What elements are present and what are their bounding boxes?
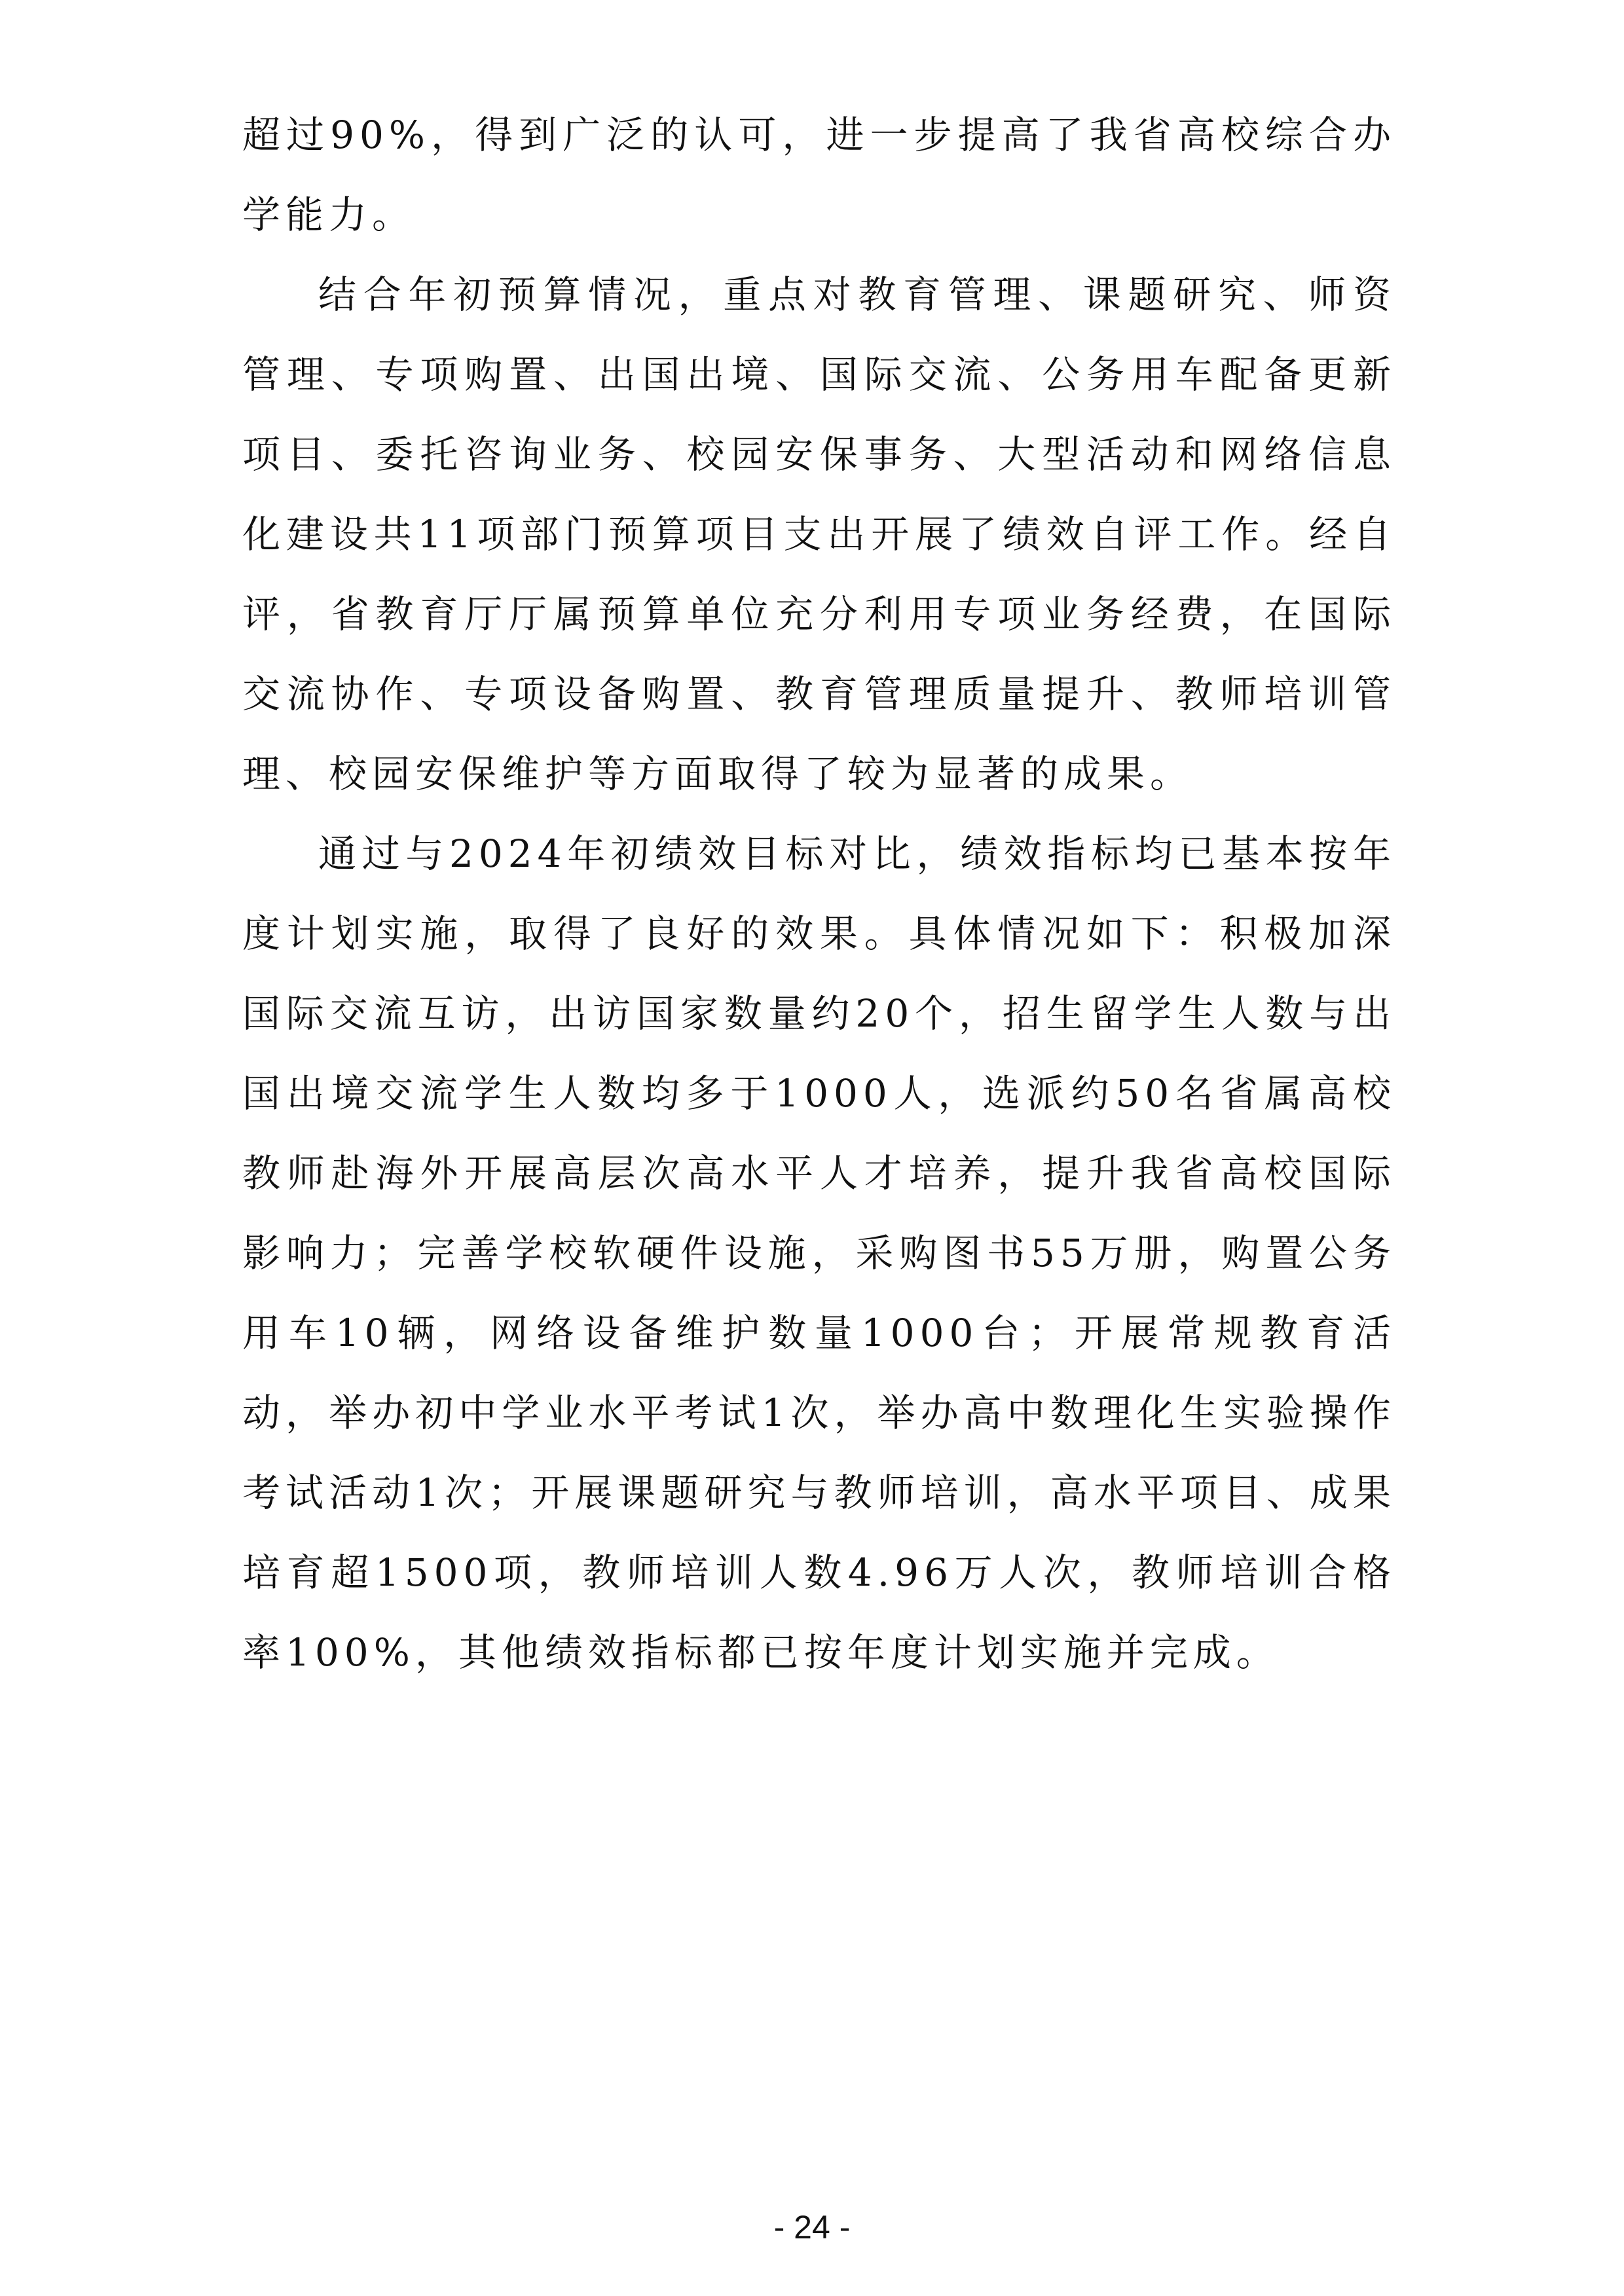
document-body: [242, 95, 1396, 1692]
paragraph-self-evaluation: 结合年初预算情况，重点对教育管理、课题研究、师资管理、专项购置、出国出境、国际交流、公务用车配备更新项目、委托咨询业务、校园安保事务、大型活动和网络信息化建设共11项部门预算项目支出开展了绩效自评工作。经自评，省教育厅厅属预算单位充分利用专项业务经费，在国际交流协作、专项设备购置、教育管理质量提升、教师培训管理、校园安保维护等方面取得了较为显著的成果。: [242, 272, 1396, 796]
paragraph-continuation: 超过90%，得到广泛的认可，进一步提高了我省高校综合办学能力。: [242, 113, 1396, 237]
paragraph-performance-results: 通过与2024年初绩效目标对比，绩效指标均已基本按年度计划实施，取得了良好的效果。具体情况如下：积极加深国际交流互访，出访国家数量约20个，招生留学生人数与出国出境交流学生人数均多于1000人，选派约50名省属高校教师赴海外开展高层次高水平人才培养，提升我省高校国际影响力；完善学校软硬件设施，采购图书55万册，购置公务用车10辆，网络设备维护数量1000台；开展常规教育活动，举办初中学业水平考试1次，举办高中数理化生实验操作考试活动1次；开展课题研究与教师培训，高水平项目、成果培育超1500项，教师培训人数4.96万人次，教师培训合格率100%，其他绩效指标都已按年度计划实施并完成。: [242, 831, 1396, 1675]
page-number: - 24 -: [773, 2209, 851, 2246]
